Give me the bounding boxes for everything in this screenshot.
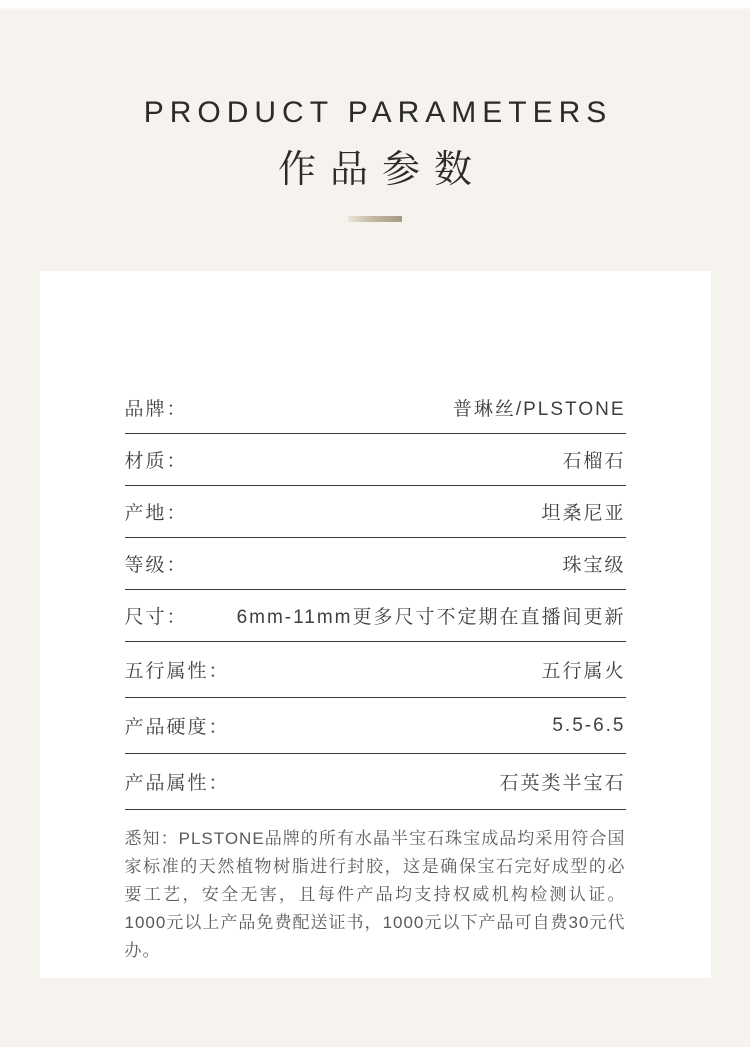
table-row-size: [125, 590, 626, 642]
table-row-grade: [125, 538, 626, 590]
row-value: 石榴石: [562, 451, 626, 472]
table-row-hardness: [125, 698, 626, 754]
row-label: 产品硬度：: [124, 717, 230, 738]
row-value: 坦桑尼亚: [541, 503, 626, 524]
section-header: [0, 10, 750, 222]
table-row-five-elements: [125, 642, 626, 698]
table-row-material: [125, 434, 626, 486]
row-label: 等级：: [124, 555, 188, 576]
table-row-origin: [125, 486, 626, 538]
row-label: 尺寸：: [124, 607, 188, 628]
section-title-english: PRODUCT PARAMETERS: [143, 96, 613, 129]
row-label: 五行属性：: [124, 661, 230, 682]
row-value: 五行属火: [541, 661, 626, 682]
row-label: 产品属性：: [124, 773, 230, 794]
notice-paragraph: 悉知：PLSTONE品牌的所有水晶半宝石珠宝成品均采用符合国家标准的天然植物树脂进行封胶，这是确保宝石完好成型的必要工艺，安全无害，且每件产品均支持权威机构检测认证。1000元以上产品免费配送证书，1000元以下产品可自费30元代办。: [124, 829, 626, 960]
section-title-chinese: 作品参数: [277, 149, 486, 191]
row-value: 6mm-11mm更多尺寸不定期在直播间更新: [236, 607, 626, 628]
row-value: 普琳丝/PLSTONE: [452, 399, 626, 420]
row-value: 石英类半宝石: [499, 773, 626, 794]
row-value: 5.5-6.5: [552, 714, 626, 736]
divider-bar: [348, 216, 402, 222]
previous-section-edge: [0, 0, 750, 10]
row-label: 产地：: [124, 503, 188, 524]
row-label: 品牌：: [124, 399, 188, 420]
row-value: 珠宝级: [562, 555, 626, 576]
parameters-table: [125, 382, 626, 810]
table-row-brand: [125, 382, 626, 434]
parameters-card: [40, 271, 711, 978]
table-row-attribute: [125, 754, 626, 810]
row-label: 材质：: [124, 451, 188, 472]
